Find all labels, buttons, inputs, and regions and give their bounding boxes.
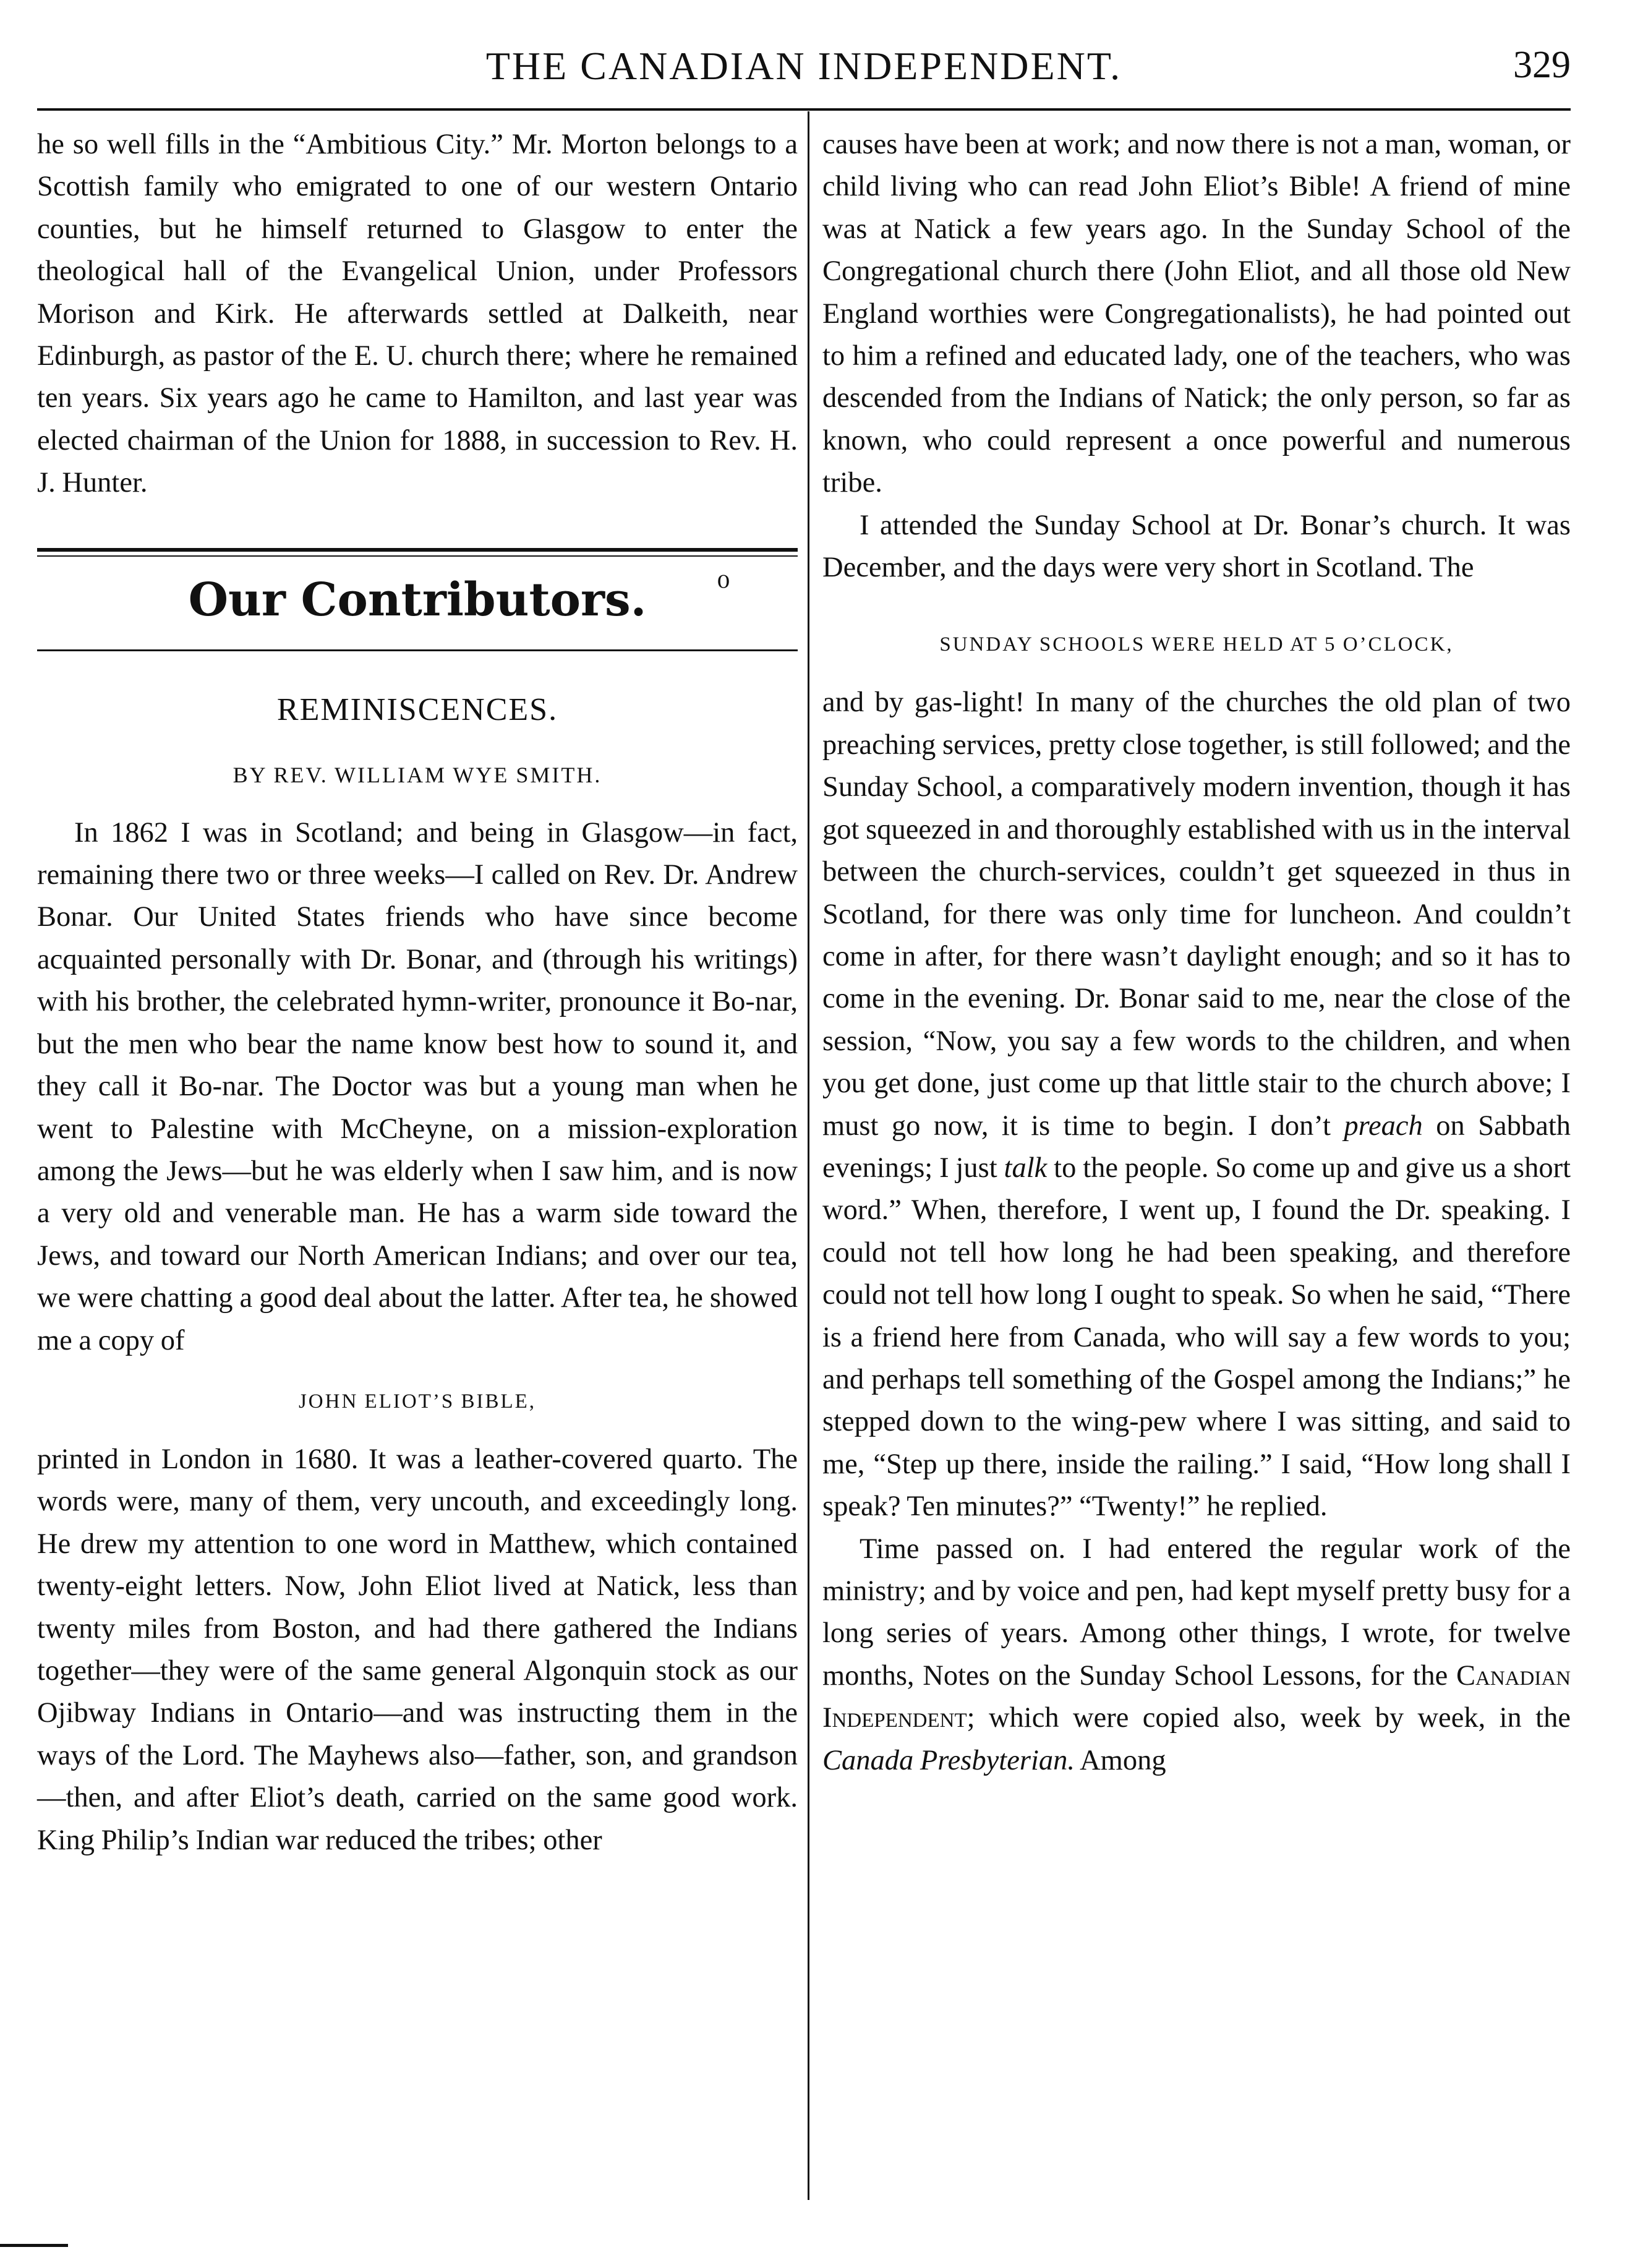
- right-column: [822, 124, 1571, 2194]
- article-title: REMINISCENCES.: [276, 691, 558, 727]
- left-column: [37, 124, 798, 2194]
- header-rule: [37, 108, 1571, 111]
- article-paragraph: [822, 682, 1571, 1528]
- column-divider: [808, 111, 809, 2200]
- italic-word: preach: [1344, 1110, 1423, 1142]
- paragraph-text: Among: [1080, 1744, 1166, 1776]
- footer-mark: [0, 2244, 68, 2247]
- article-paragraph: I attended the Sunday School at Dr. Bonar’s church. It was December, and the days were very short in Scotland. The: [822, 509, 1571, 584]
- paragraph-text: Time passed on. I had entered the regular work of the ministry; and by voice and pen, had kept myself pretty busy for a long series of years. Among other things, I wrote, for twelve months, Notes on the Sunday School Lessons, for the: [822, 1533, 1571, 1692]
- subheading: JOHN ELIOT’S BIBLE,: [298, 1390, 537, 1413]
- section-rule-bottom: [37, 649, 798, 651]
- section-mark: ⁰: [717, 569, 730, 606]
- page-number: 329: [1513, 44, 1571, 86]
- paragraph-text: to the people. So come up and give us a short word.” When, therefore, I went up, I found the Dr. speaking. I could not tell how long he had been speaking, and therefore could not tell how long I ought to speak. So when he said, “There is a friend here from Canada, who will say a few words to you; and perhaps tell something of the Gospel among the Indians;” he stepped down to the wing-pew where I was sitting, and said to me, “Step up there, inside the railing.” I said, “How long shall I speak? Ten minutes?” “Twenty!” he replied.: [822, 1152, 1571, 1523]
- publication-name: Canadian Independent: [822, 1659, 1571, 1734]
- article-paragraph: causes have been at work; and now there is not a man, woman, or child living who can read John Eliot’s Bible! A friend of mine was at Natick a few years ago. In the Sunday School of the Congregational church there (John Eliot, and all those old New England worthies were Congregationalists), he had pointed out to him a refined and educated lady, one of the teachers, who was descended from the Indians of Natick; the only person, so far as known, who could represent a once powerful and numerous tribe.: [822, 129, 1571, 499]
- italic-word: talk: [1004, 1152, 1048, 1184]
- article-paragraph: printed in London in 1680. It was a leather-covered quarto. The words were, many of them, very uncouth, and exceedingly long. He drew my attention to one word in Matthew, which contained twenty-eight letters. Now, John Eliot lived at Natick, less than twenty miles from Boston, and had there gathered the Indians together—they were of the same general Algonquin stock as our Ojibway Indians in Ontario—and was instructing them in the ways of the Lord. The Mayhews also—father, son, and grandson—then, and after Eliot’s death, carried on the same good work. King Philip’s Indian war reduced the tribes; other: [37, 1443, 798, 1856]
- article-paragraph: [822, 1528, 1571, 1782]
- continued-paragraph: he so well fills in the “Ambitious City.” Mr. Morton belongs to a Scottish family who emigrated to one of our western Ontario counties, but he himself returned to Glasgow to enter the theological hall of the Evangelical Union, under Professors Morison and Kirk. He afterwards settled at Dalkeith, near Edinburgh, as pastor of the E. U. church there; where he remained ten years. Six years ago he came to Hamilton, and last year was elected chairman of the Union for 1888, in succession to Rev. H. J. Hunter.: [37, 129, 798, 499]
- section-rule-top: [37, 548, 798, 557]
- section-title: [37, 569, 798, 631]
- paragraph-text: on Sabbath evenings; I just: [822, 1110, 1571, 1184]
- section-title-text: Our Contributors.: [188, 573, 647, 627]
- paragraph-text: and by gas-light! In many of the churches the old plan of two preaching services, pretty close together, is still followed; and the Sunday School, a comparatively modern invention, though it has got squeezed in and thoroughly established with us in the interval between the church-services, couldn’t get squeezed in thus in Scotland, for there was only time for luncheon. And couldn’t come in after, for there wasn’t daylight enough; and so it has to come in the evening. Dr. Bonar said to me, near the close of the session, “Now, you say a few words to the children, and when you get done, just come up that little stair to the church above; I must go now, it is time to begin. I don’t: [822, 687, 1571, 1142]
- subheading: SUNDAY SCHOOLS WERE HELD AT 5 O’CLOCK,: [939, 633, 1454, 656]
- running-title: THE CANADIAN INDEPENDENT.: [485, 44, 1122, 88]
- page-header: [37, 25, 1571, 111]
- publication-name-italic: Canada Presbyterian.: [822, 1744, 1075, 1776]
- paragraph-text: ; which were copied also, week by week, in the: [967, 1702, 1571, 1734]
- article-byline: BY REV. WILLIAM WYE SMITH.: [233, 762, 602, 787]
- article-paragraph: In 1862 I was in Scotland; and being in Glasgow—in fact, remaining there two or three weeks—I called on Rev. Dr. Andrew Bonar. Our United States friends who have since become acquainted personally with Dr. Bonar, and (through his writings) with his brother, the celebrated hymn-writer, pronounce it Bo-nar, but the men who bear the name know best how to sound it, and they call it Bo-nar. The Doctor was but a young man when he went to Palestine with McCheyne, on a mission-exploration among the Jews—but he was elderly when I saw him, and is now a very old and venerable man. He has a warm side toward the Jews, and toward our North American Indians; and over our tea, we were chatting a good deal about the latter. After tea, he showed me a copy of: [37, 816, 798, 1356]
